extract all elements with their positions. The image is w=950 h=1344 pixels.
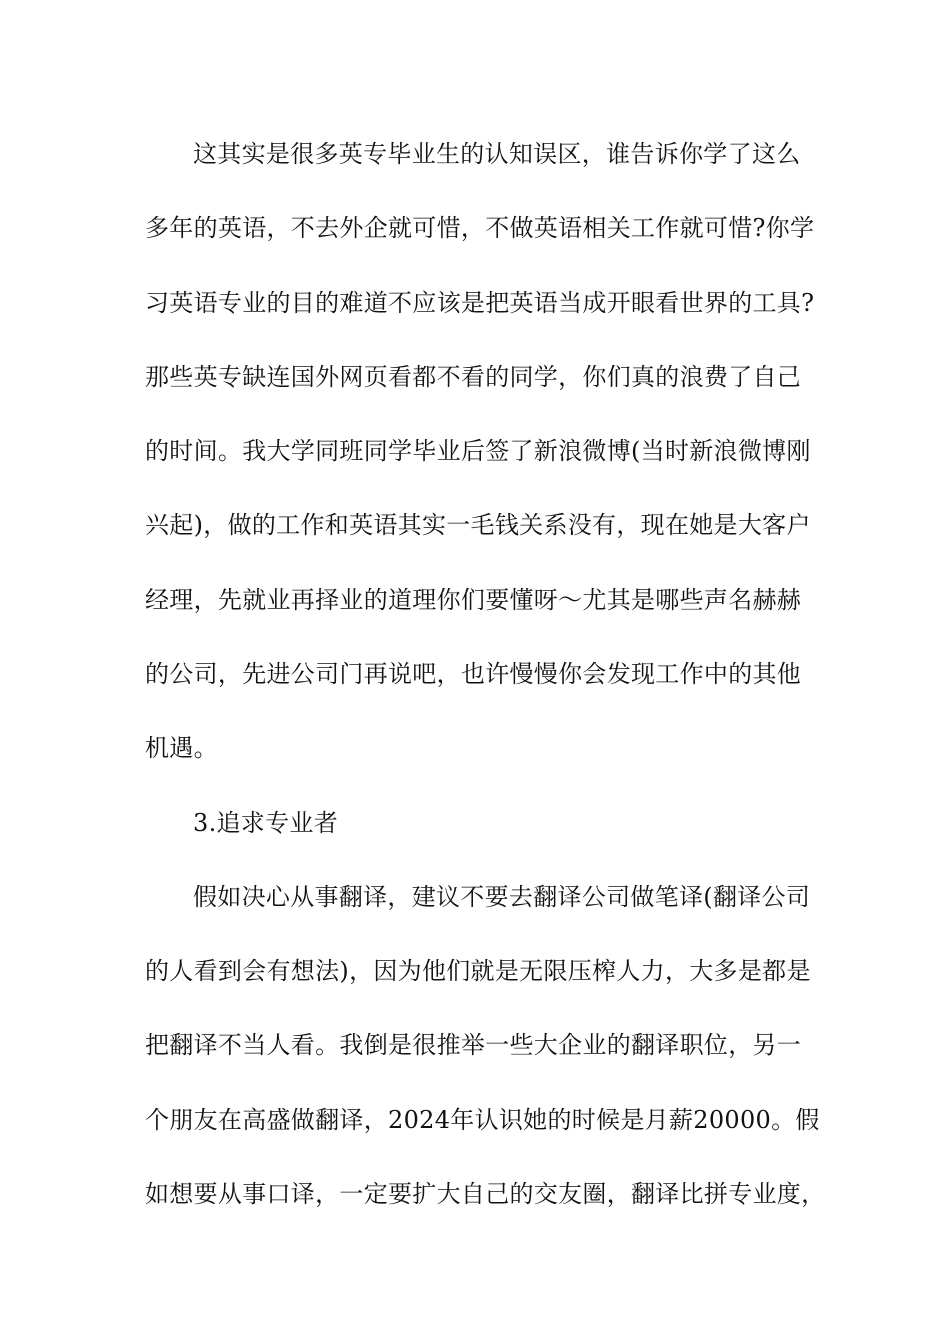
paragraph-2-line-5: 如想要从事口译，一定要扩大自己的交友圈，翻译比拼专业度， [145, 1180, 826, 1208]
paragraph-1-line-4: 那些英专缺连国外网页看都不看的同学，你们真的浪费了自己 [145, 363, 802, 391]
paragraph-1-line-6: 兴起)，做的工作和英语其实一毛钱关系没有，现在她是大客户 [145, 511, 811, 539]
paragraph-2-line-4: 个朋友在高盛做翻译，2024年认识她的时候是月薪20000。假 [145, 1106, 820, 1134]
paragraph-1-line-9: 机遇。 [145, 734, 218, 762]
paragraph-1-line-5: 的时间。我大学同班同学毕业后签了新浪微博(当时新浪微博刚 [145, 437, 811, 465]
paragraph-2-line-1: 假如决心从事翻译，建议不要去翻译公司做笔译(翻译公司 [193, 883, 811, 911]
paragraph-2-line-2: 的人看到会有想法)，因为他们就是无限压榨人力，大多是都是 [145, 957, 811, 985]
paragraph-1-line-8: 的公司，先进公司门再说吧，也许慢慢你会发现工作中的其他 [145, 660, 802, 688]
section-heading: 3.追求专业者 [193, 809, 338, 837]
paragraph-1-line-1: 这其实是很多英专毕业生的认知误区，谁告诉你学了这么 [193, 140, 801, 168]
paragraph-2-line-3: 把翻译不当人看。我倒是很推举一些大企业的翻译职位，另一 [145, 1031, 802, 1059]
paragraph-1-line-2: 多年的英语，不去外企就可惜，不做英语相关工作就可惜?你学 [145, 214, 815, 242]
paragraph-1-line-7: 经理，先就业再择业的道理你们要懂呀～尤其是哪些声名赫赫 [145, 586, 802, 614]
paragraph-1-line-3: 习英语专业的目的难道不应该是把英语当成开眼看世界的工具? [145, 289, 815, 317]
